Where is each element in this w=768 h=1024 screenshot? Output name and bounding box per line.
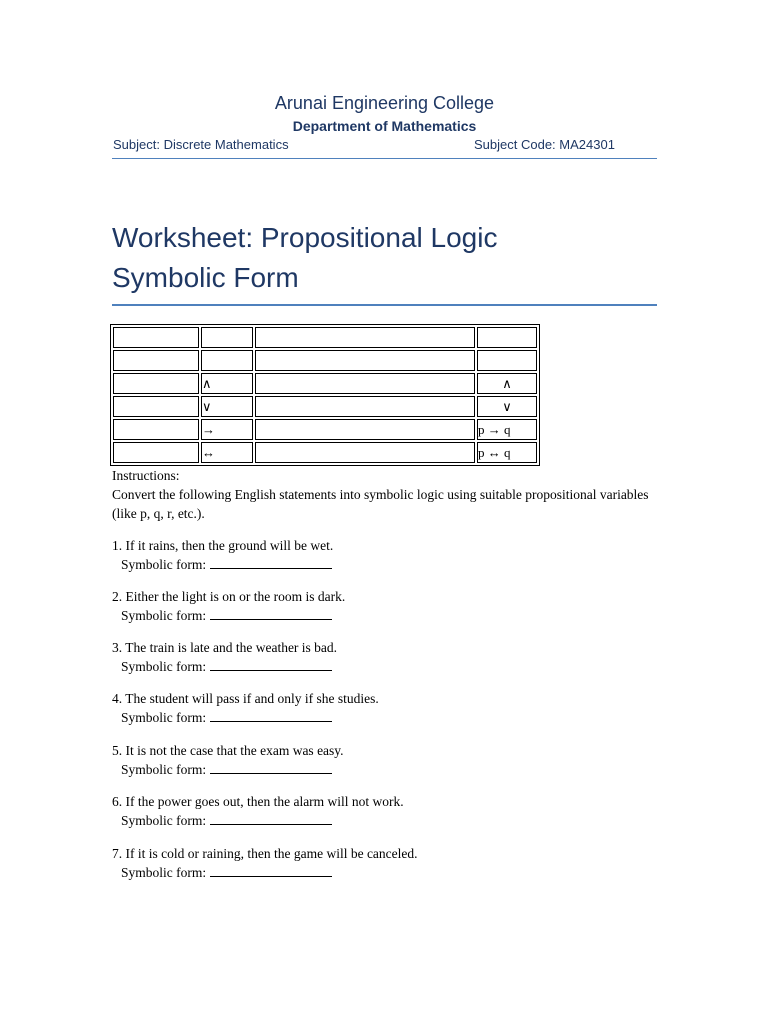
table-row [113, 350, 537, 371]
table-cell [113, 396, 199, 417]
answer-line [112, 606, 657, 625]
question-text: 5. It is not the case that the exam was easy. [112, 743, 344, 758]
table-cell [255, 327, 475, 348]
answer-label: Symbolic form: [121, 659, 207, 674]
table-cell [113, 327, 199, 348]
answer-label: Symbolic form: [121, 710, 207, 725]
answer-line [112, 760, 657, 779]
disjunction-example: ∨ [477, 396, 537, 417]
table-cell [201, 350, 253, 371]
answer-label: Symbolic form: [121, 557, 207, 572]
answer-line [112, 708, 657, 727]
table-cell [255, 373, 475, 394]
subject-name: Subject: Discrete Mathematics [113, 137, 289, 152]
subject-row [112, 136, 657, 159]
biconditional-symbol: ↔ [201, 442, 253, 463]
table-row [113, 419, 537, 440]
answer-label: Symbolic form: [121, 608, 207, 623]
answer-line [112, 657, 657, 676]
table-cell [255, 419, 475, 440]
implication-symbol: → [201, 419, 253, 440]
question-item [112, 844, 657, 882]
question-item [112, 638, 657, 676]
question-item [112, 689, 657, 727]
question-text: 1. If it rains, then the ground will be wet. [112, 538, 334, 553]
answer-line [112, 863, 657, 882]
question-text: 3. The train is late and the weather is bad. [112, 640, 338, 655]
answer-line [112, 555, 657, 574]
table-cell [255, 442, 475, 463]
conjunction-example: ∧ [477, 373, 537, 394]
answer-blank[interactable] [210, 864, 332, 877]
table-row [113, 442, 537, 463]
table-row [113, 327, 537, 348]
question-text: 4. The student will pass if and only if she studies. [112, 691, 379, 706]
question-item [112, 741, 657, 779]
disjunction-symbol: ∨ [201, 396, 253, 417]
conjunction-symbol: ∧ [201, 373, 253, 394]
table-cell [477, 327, 537, 348]
question-text: 2. Either the light is on or the room is dark. [112, 589, 346, 604]
table-cell [255, 350, 475, 371]
question-item [112, 587, 657, 625]
title-line-2: Symbolic Form [112, 262, 299, 293]
biconditional-example: p ↔ q [477, 442, 537, 463]
answer-line [112, 811, 657, 830]
table-cell [477, 350, 537, 371]
question-text: 7. If it is cold or raining, then the game will be canceled. [112, 846, 418, 861]
symbol-table [110, 324, 540, 466]
answer-blank[interactable] [210, 607, 332, 620]
table-row [113, 396, 537, 417]
answer-label: Symbolic form: [121, 865, 207, 880]
department-name: Department of Mathematics [292, 118, 477, 134]
table-cell [113, 442, 199, 463]
worksheet-title [112, 218, 657, 306]
instructions-label: Instructions: [112, 468, 180, 483]
question-item [112, 536, 657, 574]
table-cell [113, 373, 199, 394]
table-cell [201, 327, 253, 348]
question-text: 6. If the power goes out, then the alarm will not work. [112, 794, 404, 809]
answer-blank[interactable] [210, 812, 332, 825]
answer-blank[interactable] [210, 556, 332, 569]
table-cell [255, 396, 475, 417]
subject-code: Subject Code: MA24301 [474, 137, 615, 152]
implication-example: p → q [477, 419, 537, 440]
table-row [113, 373, 537, 394]
answer-label: Symbolic form: [121, 762, 207, 777]
instructions-body: Convert the following English statements into symbolic logic using suitable propositional variables (like p, q, r, etc.). [112, 487, 649, 521]
table-cell [113, 350, 199, 371]
question-item [112, 792, 657, 830]
college-name: Arunai Engineering College [274, 93, 495, 113]
title-line-1: Worksheet: Propositional Logic [112, 222, 498, 253]
answer-blank[interactable] [210, 761, 332, 774]
answer-label: Symbolic form: [121, 813, 207, 828]
answer-blank[interactable] [210, 709, 332, 722]
answer-blank[interactable] [210, 658, 332, 671]
table-cell [113, 419, 199, 440]
